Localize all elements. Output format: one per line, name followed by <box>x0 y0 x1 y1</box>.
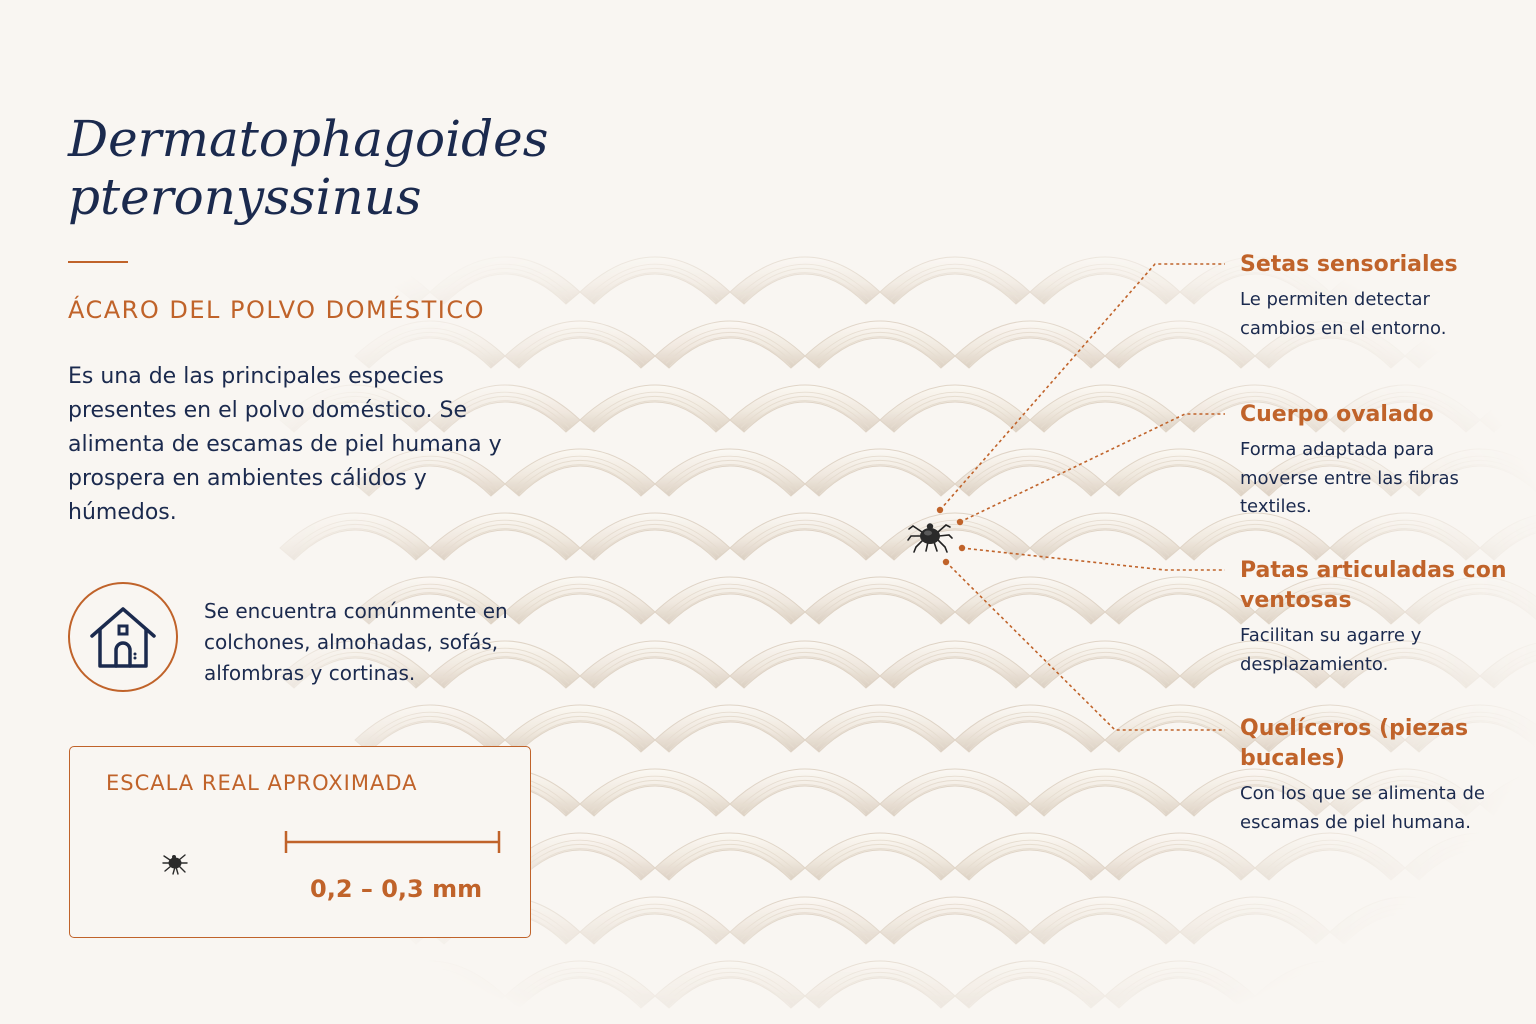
callout-setas-sensoriales <box>1240 250 1510 343</box>
scale-value: 0,2 – 0,3 mm <box>310 875 483 903</box>
callout-patas-articuladas <box>1240 556 1510 679</box>
callout-description: Forma adaptada para moverse entre las fibras textiles. <box>1240 439 1459 517</box>
scale-title: ESCALA REAL APROXIMADA <box>106 771 418 795</box>
title-line-2: pteronyssinus <box>68 168 422 226</box>
leader-line-setas <box>940 264 1225 510</box>
leader-line-queliceros <box>946 562 1225 730</box>
callout-description: Con los que se alimenta de escamas de piel humana. <box>1240 783 1485 833</box>
callout-description: Facilitan su agarre y desplazamiento. <box>1240 625 1422 675</box>
callout-cuerpo-ovalado <box>1240 400 1510 522</box>
leader-line-cuerpo <box>960 414 1225 522</box>
callout-queliceros <box>1240 714 1510 837</box>
callout-title: Patas articuladas con ventosas <box>1240 558 1507 613</box>
callout-description: Le permiten detectar cambios en el entorno. <box>1240 289 1447 339</box>
title-line-1: Dermatophagoides <box>68 110 549 168</box>
callout-title: Quelíceros (piezas bucales) <box>1240 716 1469 771</box>
species-description: Es una de las principales especies presentes en el polvo doméstico. Se alimenta de escamas de piel humana y prospera en ambientes cálidos y húmedos. <box>68 364 502 525</box>
callout-title: Setas sensoriales <box>1240 252 1458 277</box>
dust-mite-illustration <box>906 516 954 556</box>
callout-title: Cuerpo ovalado <box>1240 402 1434 427</box>
habitat-text: Se encuentra comúnmente en colchones, almohadas, sofás, alfombras y cortinas. <box>204 599 508 685</box>
common-name-subtitle: ÁCARO DEL POLVO DOMÉSTICO <box>68 296 485 324</box>
leader-line-patas <box>962 548 1225 570</box>
